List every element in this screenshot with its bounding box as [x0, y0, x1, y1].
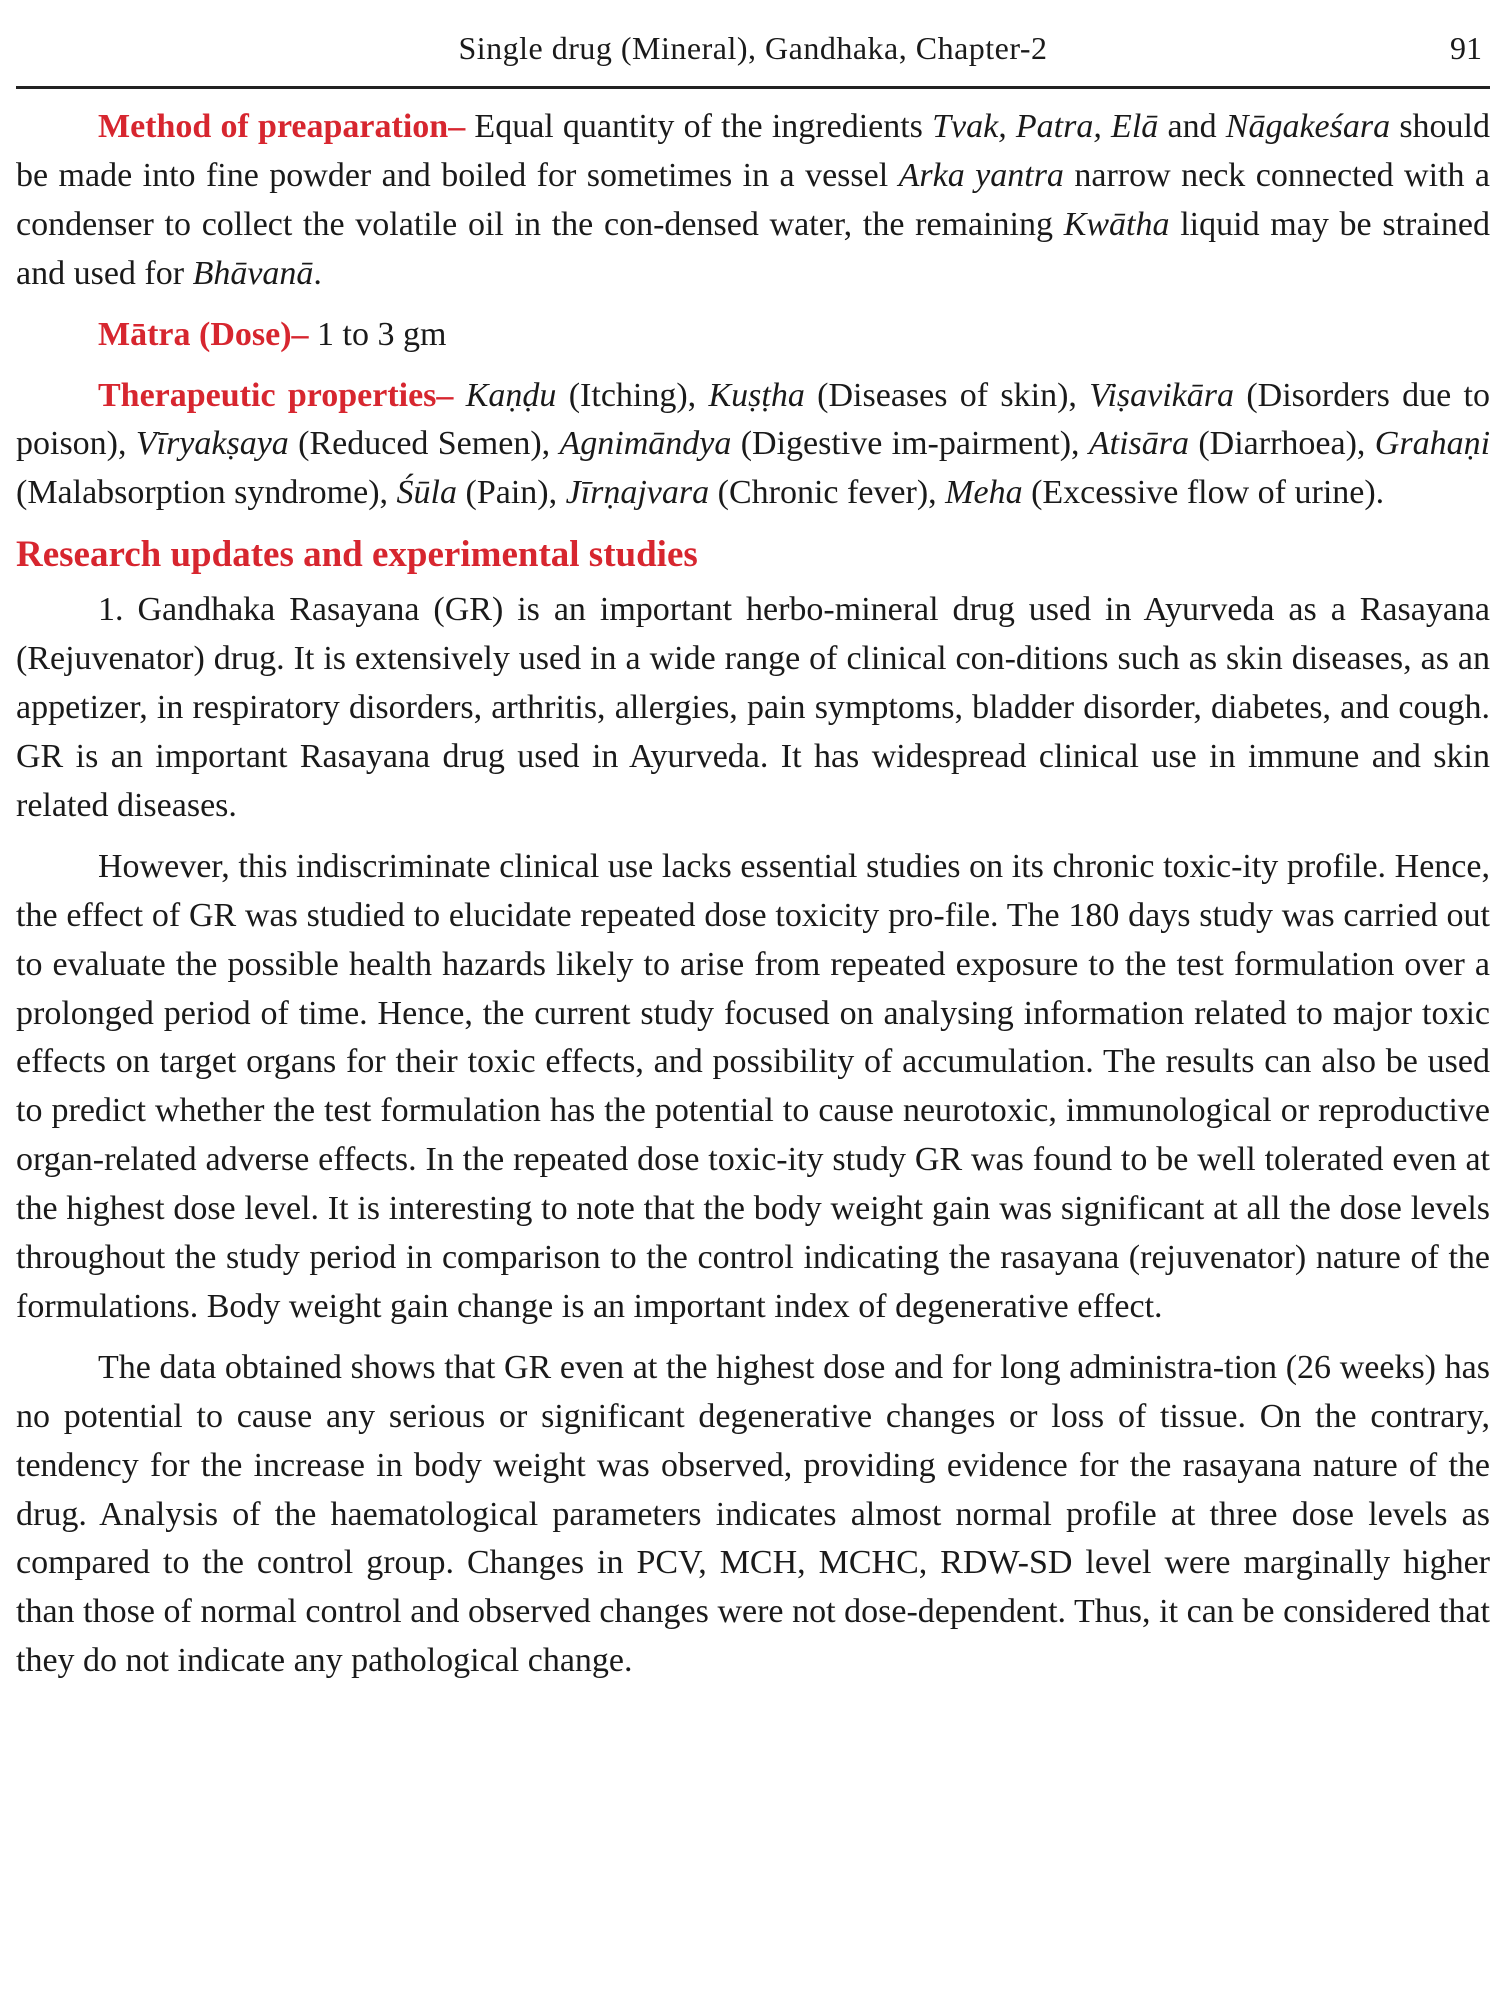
research-paragraph-2: However, this indiscriminate clinical use lacks essential studies on its chronic toxic-ity profile. Hence, the effect of GR was studied to elucidate repeated dose toxicity pro-file. The 180 days study was carried out to evaluate the possible health hazards likely to arise from repeated exposure to the test formulation over a prolonged period of time. Hence, the current study focused on analysing information related to major toxic effects on target organs for their toxic effects, and possibility of accumulation. The results can also be used to predict whether the test formulation has the potential to cause neurotoxic, immunological or reproductive organ-related adverse effects. In the repeated dose toxic-ity study GR was found to be well tolerated even at the highest dose level. It is interesting to note that the body weight gain was significant at all the dose levels throughout the study period in comparison to the control indicating the rasayana (rejuvenator) nature of the formulations. Body weight gain change is an important index of degenerative effect. — [16, 847, 1490, 1325]
running-header — [16, 0, 1490, 89]
therapeutic-term: Kaṇḍu — [453, 376, 557, 414]
method-term: Bhāvanā — [192, 254, 314, 292]
dose-value: 1 to 3 gm — [308, 315, 447, 353]
therapeutic-term: Meha — [945, 474, 1023, 512]
therapeutic-text: (Digestive im-pairment), — [731, 425, 1089, 463]
therapeutic-term: Kuṣṭha — [708, 376, 805, 414]
therapeutic-text: (Disorders due to poison), — [16, 376, 1491, 463]
therapeutic-text: (Diseases of skin), — [804, 376, 1090, 414]
method-label: Method of preaparation– — [98, 108, 466, 145]
therapeutic-text: (Chronic fever), — [709, 474, 946, 512]
therapeutic-text: (Reduced Semen), — [288, 425, 560, 463]
method-term: Nāgakeśara — [1225, 108, 1391, 145]
method-term: Tvak, Patra, Elā — [932, 108, 1159, 145]
therapeutic-term: Viṣavikāra — [1089, 376, 1235, 414]
therapeutic-term: Jīrṇajvara — [565, 474, 710, 512]
method-text: should be made into fine powder and boiled for sometimes in a vessel — [16, 108, 1490, 194]
therapeutic-text: (Pain), — [457, 474, 566, 512]
therapeutic-term: Vīryakṣaya — [135, 425, 289, 463]
page-number: 91 — [1450, 30, 1482, 66]
method-text: Equal quantity of the ingredients — [465, 108, 933, 145]
body-text — [16, 103, 1490, 1686]
research-paragraph-3: The data obtained shows that GR even at the highest dose and for long administra-tion (26 weeks) has no potential to cause any serious or significant degenerative changes or loss of tissue. On the contrary, tendency for the increase in body weight was observed, providing evidence for the rasayana nature of the drug. Analysis of the haematological parameters indicates almost normal profile at three dose levels as compared to the control group. Changes in PCV, MCH, MCHC, RDW-SD level were marginally higher than those of normal control and observed changes were not dose-dependent. Thus, it can be considered that they do not indicate any pathological change. — [16, 1348, 1490, 1680]
therapeutic-term: Grahaṇi — [1374, 425, 1491, 463]
research-paragraph-1: 1. Gandhaka Rasayana (GR) is an important herbo-mineral drug used in Ayurveda as a Rasayana (Rejuvenator) drug. It is extensively used in a wide range of clinical con-ditions such as skin diseases, as an appetizer, in respiratory disorders, arthritis, allergies, pain symptoms, bladder disorder, diabetes, and cough. GR is an important Rasayana drug used in Ayurveda. It has widespread clinical use in immune and skin related diseases. — [16, 591, 1490, 824]
dose-paragraph — [16, 311, 1490, 360]
method-text: liquid may be strained and used for — [16, 205, 1490, 292]
therapeutic-term: Atisāra — [1088, 425, 1190, 463]
therapeutic-term: Śūla — [396, 474, 457, 512]
therapeutic-text: (Malabsorption syndrome), — [16, 474, 397, 512]
dose-label: Mātra (Dose)– — [98, 315, 309, 353]
section-heading: Research updates and experimental studies — [16, 534, 698, 576]
header-title: Single drug (Mineral), Gandhaka, Chapter-2 — [458, 30, 1048, 66]
method-paragraph — [16, 103, 1490, 299]
therapeutic-term: Agnimāndya — [559, 425, 732, 463]
therapeutic-label: Therapeutic properties– — [98, 376, 454, 414]
method-text: narrow neck connected with a condenser to collect the volatile oil in the con-densed water, the remaining — [16, 156, 1491, 243]
method-text: and — [1158, 108, 1226, 145]
method-text: . — [313, 254, 322, 292]
therapeutic-text: (Itching), — [556, 376, 709, 414]
method-term: Arka yantra — [898, 156, 1064, 194]
therapeutic-paragraph — [16, 372, 1490, 519]
method-term: Kwātha — [1063, 205, 1170, 243]
therapeutic-text: (Excessive flow of urine). — [1022, 474, 1385, 512]
therapeutic-text: (Diarrhoea), — [1189, 425, 1375, 463]
